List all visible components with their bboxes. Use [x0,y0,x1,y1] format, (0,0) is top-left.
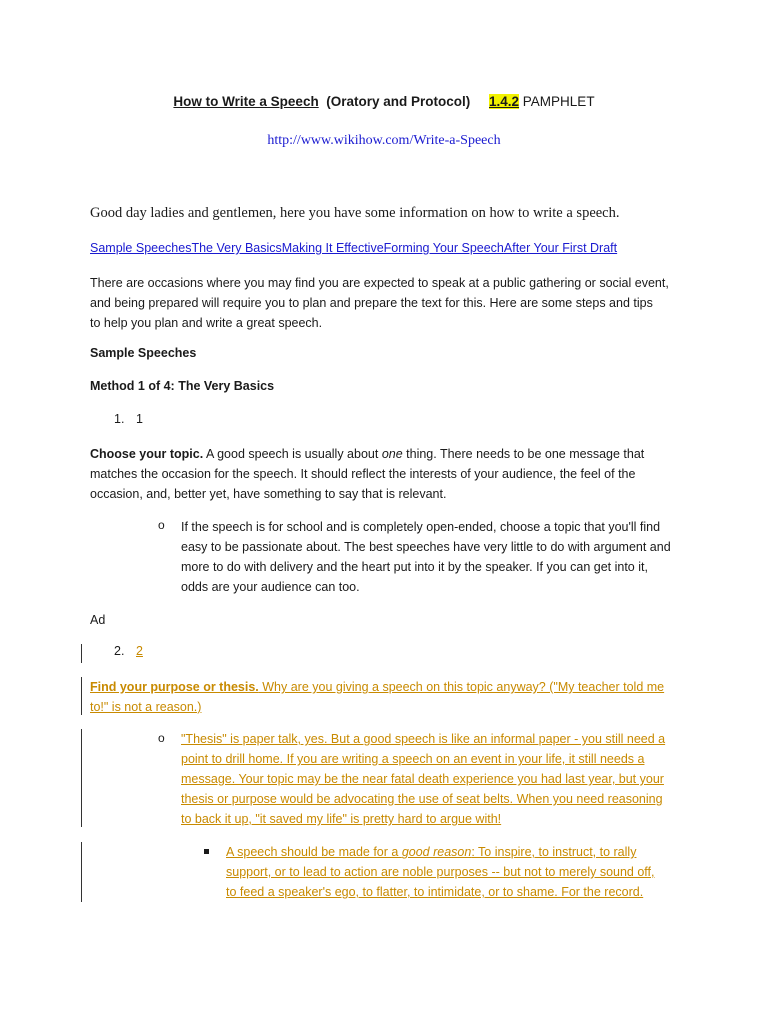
ad-label: Ad [90,613,106,627]
title-main: How to Write a Speech [173,94,319,109]
bullet-2-line-1: "Thesis" is paper talk, yes. But a good speech is like an informal paper - you still need a [181,732,666,746]
change-bar [81,842,82,902]
intro-line-3: to help you plan and write a great speech. [90,316,323,330]
step-2-line-1 [90,677,664,697]
title-code-highlight: 1.4.2 [489,94,520,109]
bullet-2-line-5: to back it up, "it saved my life" is pretty hard to argue with! [181,812,502,826]
step-2-line-1-rest: Why are you giving a speech on this topic anyway? ("My teacher told me [258,680,665,694]
bullet-1-line-4: odds are your audience can too. [181,580,360,594]
title-paren: (Oratory and Protocol) [326,94,471,109]
step-2-label: 2 [136,644,143,658]
step-2-number: 2. [114,644,125,658]
step-1-line-1b: thing. There needs to be one message that [402,447,645,461]
sub-bullet-emphasis: good reason [401,845,472,859]
step-1-emphasis: one [381,447,403,461]
heading-method: Method 1 of 4: The Very Basics [90,379,275,393]
sub-bullet-line-2: support, or to lead to action are noble purposes -- but not to merely sound off, [226,865,655,879]
step-1-line-1 [90,444,644,464]
change-bar [81,644,82,663]
title-tail: PAMPHLET [522,94,595,109]
source-url-link[interactable]: http://www.wikihow.com/Write-a-Speech [267,133,501,148]
step-1-line-3: occasion, and, better yet, have something to say that is relevant. [90,487,447,501]
bullet-1-line-1: If the speech is for school and is completely open-ended, choose a topic that you'll find [181,520,661,534]
sub-bullet-a: A speech should be made for a [226,845,402,859]
intro-line-1: There are occasions where you may find you are expected to speak at a public gathering or social event, [90,276,669,290]
step-2-bold: Find your purpose or thesis. [90,680,259,694]
sub-bullet-b: : To inspire, to instruct, to rally [471,845,637,859]
bullet-marker-2: o [158,731,165,745]
step-1-label: 1 [136,412,143,426]
sub-bullet-line-1 [226,842,636,862]
bullet-2-line-2: point to drill home. If you are writing a speech on an event in your life, it still needs a [181,752,645,766]
sub-bullet-line-3: to feed a speaker's ego, to flatter, to intimidate, or to shame. For the record. [226,885,644,899]
greeting-text: Good day ladies and gentlemen, here you have some information on how to write a speech. [90,205,620,221]
square-bullet-icon [204,849,209,854]
document-title [0,94,768,109]
step-1-line-1a: A good speech is usually about [203,447,382,461]
change-bar [81,677,82,715]
step-1-number: 1. [114,412,125,426]
bullet-1-line-3: more to do with delivery and the heart put into it by the speaker. If you can get into it, [181,560,648,574]
step-1-bold: Choose your topic. [90,447,204,461]
bullet-2-line-4: thesis or purpose would be advocating the use of seat belts. When you need reasoning [181,792,663,806]
step-2-line-2: to!" is not a reason.) [90,700,202,714]
bullet-marker-1: o [158,518,165,532]
bullet-2-line-3: message. Your topic may be the near fatal death experience you had last year, but your [181,772,664,786]
step-1-line-2: matches the occasion for the speech. It should reflect the interests of your audience, the feel of the [90,467,636,481]
intro-line-2: and being prepared will require you to plan and prepare the text for this. Here are some steps and tips [90,296,653,310]
change-bar [81,729,82,827]
bullet-1-line-2: easy to be passionate about. The best speeches have very little to do with argument and [181,540,671,554]
section-links[interactable]: Sample SpeechesThe Very BasicsMaking It EffectiveForming Your SpeechAfter Your First Draft [90,241,618,255]
heading-sample-speeches: Sample Speeches [90,346,197,360]
